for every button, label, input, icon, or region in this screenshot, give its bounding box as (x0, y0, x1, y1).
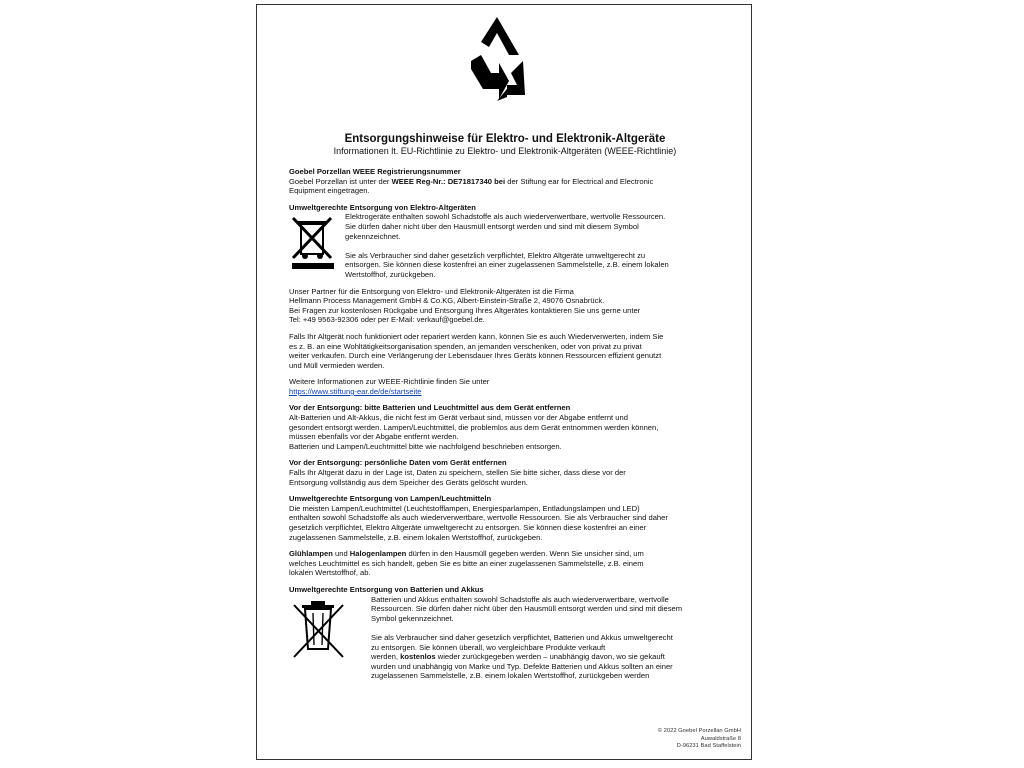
document-body (289, 167, 739, 688)
text-line: lokalen Wertstoffhof, ab. (289, 568, 371, 578)
text-line: weiter verkaufen. Durch eine Verlängerung der Lebensdauer Ihres Geräts können Ressourcen effizient genutzt (289, 351, 662, 361)
side-text (345, 212, 739, 279)
section-heading: Umweltgerechte Entsorgung von Batterien und Akkus (289, 584, 484, 594)
text-line: Equipment eingetragen. (289, 186, 370, 196)
more-info-section (289, 377, 739, 396)
text-line: Falls Ihr Altgerät noch funktioniert oder repariert werden kann, können Sie es auch Wiederverwerten, indem Sie (289, 331, 664, 341)
section-heading: Umweltgerechte Entsorgung von Lampen/Leuchtmitteln (289, 494, 492, 504)
personal-data-section (289, 458, 739, 487)
weee-info-link[interactable]: https://www.stiftung-ear.de/de/startseite (289, 386, 422, 396)
document-page (256, 4, 752, 760)
text-line: welches Leuchtmittel es sich handelt, geben Sie es bitte an einer zugelassenen Sammelstelle, z.B. einem (289, 558, 644, 568)
text-line: gesondert entsorgt werden. Lampen/Leuchtmittel, die problemlos aus dem Gerät entnommen werden können, (289, 422, 659, 432)
text-line: zu entsorgen. Sie können überall, wo vergleichbare Produkte verkauft (371, 642, 606, 652)
text-line: Bei Fragen zur kostenlosen Rückgabe und Entsorgung Ihres Altgerätes kontaktieren Sie uns gerne unter (289, 305, 641, 315)
text-line: Symbol gekennzeichnet. (371, 613, 454, 623)
text-line: gesetzlich verpflichtet, Elektro Altgeräte umweltgerecht zu entsorgen. Sie können diese kostenfrei an einer (289, 523, 647, 532)
document-title: Entsorgungshinweise für Elektro- und Elektronik-Altgeräte (344, 133, 666, 145)
city-text: D-96231 Bad Staffelstein (676, 743, 741, 750)
bulbs-section (289, 549, 739, 578)
batteries-removal-section (289, 403, 739, 451)
section-heading: Vor der Entsorgung: bitte Batterien und Leuchtmittel aus dem Gerät entfernen (289, 403, 571, 413)
text-line: Batterien und Akkus enthalten sowohl Schadstoffe als auch wiederverwertbare, wertvolle (371, 594, 669, 604)
electro-disposal-section (289, 203, 739, 280)
recycling-icon (467, 15, 527, 103)
icon-text-row (289, 595, 739, 681)
text-line: Alt-Batterien und Alt-Akkus, die nicht fest im Gerät verbaut sind, müssen vor der Abgabe entfernt und (289, 413, 628, 423)
text-line: Falls Ihr Altgerät dazu in der Lage ist, Daten zu speichern, stellen Sie bitte sicher, dass diese vor der (289, 468, 626, 478)
text-line: Die meisten Lampen/Leuchtmittel (Leuchtstofflampen, Energiesparlampen, Entladungslampen und LED) (289, 503, 640, 513)
side-text (371, 595, 739, 681)
crossed-out-battery-bin-icon (291, 599, 339, 662)
text-line: werden, kostenlos wieder zurückgegeben werden – unabhängig davon, wo sie gekauft (371, 652, 665, 662)
text-line: Tel: +49 9563-92306 oder per E-Mail: verkauf@goebel.de. (289, 315, 485, 325)
reuse-section (289, 332, 739, 370)
text-line: es z. B. an eine Wohltätigkeitsorganisation spenden, an jemanden verschenken, oder von privat zu privat (289, 341, 642, 351)
text-line: wurden und unabhängig von Marke und Typ. Defekte Batterien und Akkus sollten an einer (371, 661, 673, 671)
text-line: und Müll vermieden werden. (289, 360, 385, 370)
partner-section (289, 287, 739, 325)
text-line: Hellmann Process Management GmbH & Co.KG, Albert-Einstein-Straße 2, 49076 Osnabrück. (289, 296, 605, 306)
text-line: Weitere Informationen zur WEEE-Richtlinie finden Sie unter (289, 377, 490, 387)
text-line: müssen ebenfalls vor der Abgabe entfernt werden. (289, 432, 459, 442)
text-line: zugelassenen Sammelstelle, z.B. einem lokalen Wertstoffhof, zurückgeben. (289, 532, 543, 542)
registration-section (289, 167, 739, 196)
text-line: Elektrogeräte enthalten sowohl Schadstoffe als auch wiederverwertbare, wertvolle Ressourcen. (345, 212, 666, 222)
title-block (257, 132, 753, 157)
text-line: Sie als Verbraucher sind daher gesetzlich verpflichtet, Elektro Altgeräte umweltgerecht zu (345, 250, 646, 260)
battery-disposal-section (289, 585, 739, 681)
copyright-text: © 2022 Goebel Porzellan GmbH (657, 728, 741, 734)
section-heading: Umweltgerechte Entsorgung von Elektro-Altgeräten (289, 202, 476, 212)
text-line: enthalten sowohl Schadstoffe als auch wiederverwertbare, wertvolle Ressourcen. Sie als Verbraucher sind daher (289, 513, 668, 523)
text-line: Ressourcen. Sie dürfen daher nicht über den Hausmüll entsorgt werden und sind mit diesem (371, 604, 683, 614)
text-line: zugelassenen Sammelstelle, z.B. einem lokalen Wertstoffhof, zurückgeben werden (371, 671, 650, 681)
text-line: gekennzeichnet. (345, 231, 401, 241)
lamps-section (289, 494, 739, 542)
document-subtitle: Informationen lt. EU-Richtlinie zu Elektro- und Elektronik-Altgeräten (WEEE-Richtlinie) (333, 146, 677, 156)
footer-address (658, 728, 741, 751)
text-line: Glühlampen und Halogenlampen dürfen in den Hausmüll gegeben werden. Wenn Sie unsicher sind, um (289, 549, 644, 559)
text-line: Batterien und Lampen/Leuchtmittel bitte wie nachfolgend beschrieben entsorgen. (289, 441, 562, 451)
crossed-out-wheelie-bin-icon (289, 214, 337, 273)
text-line: Sie dürfen daher nicht über den Hausmüll entsorgt werden und sind mit diesem Symbol (345, 221, 639, 231)
street-text: Auwaldstraße 8 (700, 735, 741, 742)
text-line: Goebel Porzellan ist unter der WEEE Reg-Nr.: DE71817340 bei der Stiftung ear for Electrical and Electronic (289, 176, 654, 186)
icon-text-row (289, 212, 739, 279)
text-line (289, 387, 739, 397)
text-line: Wertstoffhof, zurückgeben. (345, 269, 436, 279)
section-heading: Vor der Entsorgung: persönliche Daten vom Gerät entfernen (289, 458, 507, 468)
text-line: entsorgen. Sie können diese kostenfrei an einer zugelassenen Sammelstelle, z.B. einem lokalen (345, 260, 669, 270)
section-heading: Goebel Porzellan WEEE Registrierungsnummer (289, 167, 461, 176)
text-line: Unser Partner für die Entsorgung von Elektro- und Elektronik-Altgeräten ist die Firma (289, 286, 574, 296)
text-line: Sie als Verbraucher sind daher gesetzlich verpflichtet, Batterien und Akkus umweltgerecht (371, 632, 673, 642)
text-line: Entsorgung vollständig aus dem Speicher des Geräts gelöscht wurden. (289, 477, 528, 487)
